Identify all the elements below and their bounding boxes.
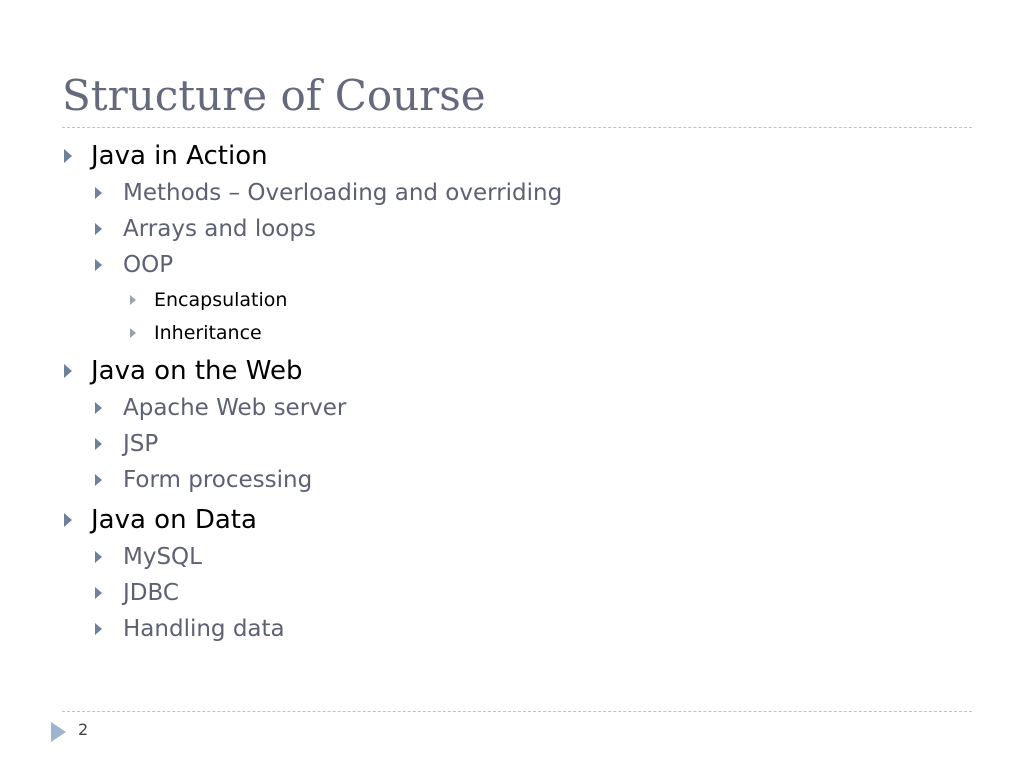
bullet-label: Handling data (123, 616, 285, 642)
bullet-label: Form processing (123, 467, 313, 493)
bullet-jsp (95, 429, 158, 459)
bullet-java-in-action (64, 139, 268, 173)
slide-title: Structure of Course (62, 71, 486, 120)
bullet-arrow-icon (95, 623, 102, 635)
bullet-arrow-icon (95, 259, 102, 271)
bullet-arrays-loops (95, 214, 316, 244)
bullet-label: Arrays and loops (123, 216, 316, 242)
bullet-arrow-icon (95, 587, 102, 599)
bullet-oop (95, 250, 173, 280)
bullet-label: Java on the Web (91, 356, 303, 386)
bullet-label: Java in Action (91, 141, 268, 171)
bullet-mysql (95, 542, 202, 572)
bullet-label: MySQL (123, 544, 202, 570)
bullet-label: Methods – Overloading and overriding (123, 180, 563, 206)
bullet-arrow-icon (130, 328, 136, 338)
bullet-arrow-icon (64, 149, 72, 163)
bullet-arrow-icon (95, 187, 102, 199)
bullet-label: Encapsulation (154, 289, 288, 311)
footer-arrow-icon (51, 722, 66, 742)
bullet-label: OOP (123, 252, 174, 278)
bullet-handling-data (95, 614, 285, 644)
bullet-arrow-icon (95, 474, 102, 486)
bullet-label: JSP (123, 431, 159, 457)
bullet-form-processing (95, 465, 312, 495)
bullet-jdbc (95, 578, 179, 608)
page-number: 2 (78, 720, 89, 739)
bullet-arrow-icon (64, 513, 72, 527)
title-divider (62, 127, 972, 128)
bullet-inheritance (130, 320, 262, 346)
bullet-arrow-icon (64, 364, 72, 378)
bullet-label: Apache Web server (123, 395, 347, 421)
bullet-arrow-icon (95, 551, 102, 563)
bullet-java-on-data (64, 503, 257, 537)
bullet-label: Inheritance (154, 322, 262, 344)
bullet-arrow-icon (95, 438, 102, 450)
bullet-encapsulation (130, 287, 287, 313)
bullet-arrow-icon (95, 402, 102, 414)
bullet-java-on-web (64, 354, 302, 388)
bullet-arrow-icon (95, 223, 102, 235)
bullet-arrow-icon (130, 295, 136, 305)
bullet-methods (95, 178, 562, 208)
bullet-apache (95, 393, 346, 423)
footer-divider (62, 711, 972, 712)
bullet-label: JDBC (123, 580, 179, 606)
bullet-label: Java on Data (91, 505, 257, 535)
